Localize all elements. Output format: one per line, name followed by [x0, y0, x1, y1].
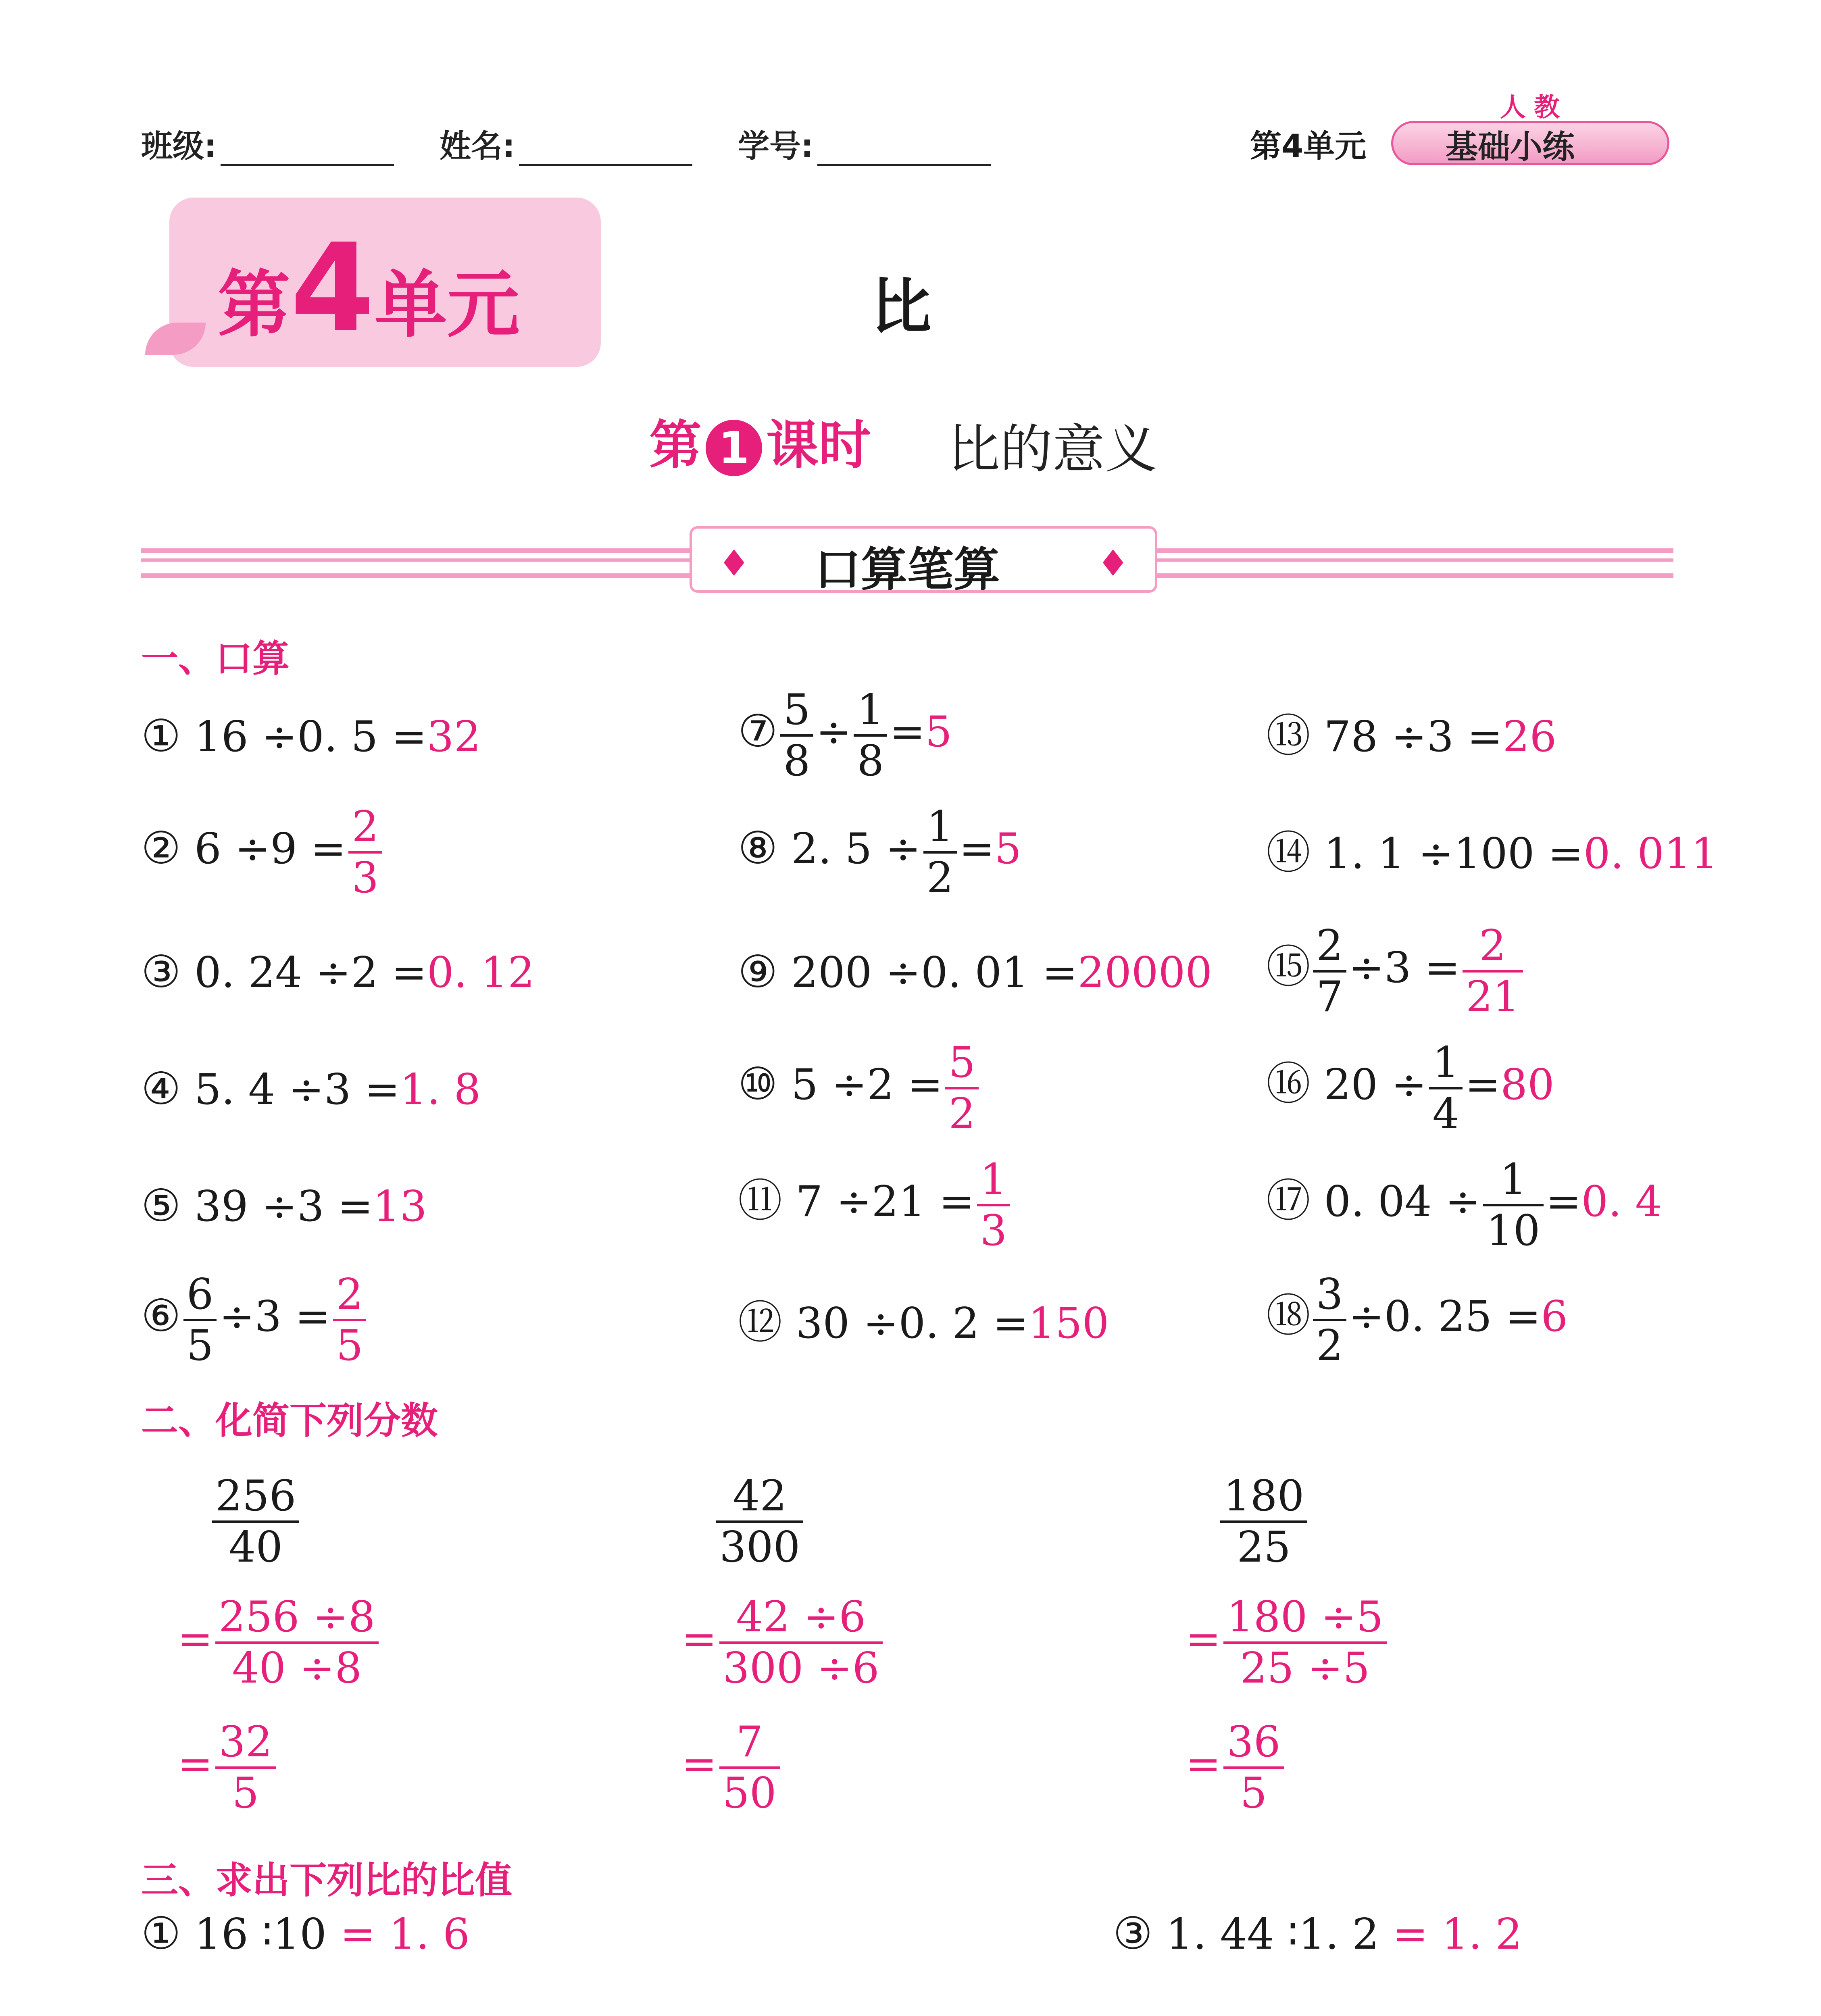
oral-item-8: ⑧ 2. 5 ÷ $\frac{1}{2}$ =5	[738, 802, 1022, 902]
name-field: 姓名:	[440, 121, 692, 166]
oral-item-4: ④ 5. 4 ÷3 =1. 8	[141, 1063, 481, 1114]
lesson-number-badge: 1	[706, 420, 762, 476]
oral-item-6: ⑥ $\frac{6}{5}$ ÷3 = $\frac{2}{5}$	[141, 1270, 369, 1370]
simplify-3-result: = $\frac{36}{5}$	[1186, 1718, 1286, 1818]
oral-item-9: ⑨ 200 ÷0. 01 =20000	[738, 946, 1213, 998]
id-input-line[interactable]	[817, 136, 991, 166]
simplify-1-step: = $\frac{256 \div 8}{40 \div 8}$	[177, 1593, 381, 1693]
unit-title: 比	[871, 272, 932, 342]
lesson-name: 比的意义	[948, 419, 1158, 480]
name-input-line[interactable]	[519, 136, 692, 166]
ratio-item-1: ① 16 ∶10 = 1. 6	[141, 1908, 470, 1959]
publisher-label: 人教	[1500, 93, 1568, 123]
student-id-field: 学号:	[738, 121, 991, 166]
book-name: 基础小练	[1446, 128, 1575, 166]
simplify-3-step: = $\frac{180 \div 5}{25 \div 5}$	[1186, 1593, 1389, 1693]
simplify-2-step: = $\frac{42 \div 6}{300 \div 6}$	[681, 1593, 885, 1693]
oral-item-16: ⑯ 20 ÷ $\frac{1}{4}$ =80	[1266, 1038, 1554, 1138]
simplify-1-original: $\frac{256}{40}$	[210, 1472, 302, 1572]
simplify-2-result: = $\frac{7}{50}$	[681, 1718, 782, 1818]
oral-item-18: ⑱ $\frac{3}{2}$ ÷0. 25 =6	[1266, 1270, 1568, 1370]
simplify-3-original: $\frac{180}{25}$	[1218, 1472, 1310, 1572]
oral-item-11: ⑪ 7 ÷21 = $\frac{1}{3}$	[738, 1155, 1013, 1255]
oral-item-15: ⑮ $\frac{2}{7}$ ÷3 = $\frac{2}{21}$	[1266, 921, 1525, 1021]
oral-item-10: ⑩ 5 ÷2 = $\frac{5}{2}$	[738, 1038, 981, 1138]
part-heading-ratios: 三、求出下列比的比值	[141, 1859, 513, 1902]
simplify-2-original: $\frac{42}{300}$	[714, 1472, 806, 1572]
ratio-item-3: ③ 1. 44 ∶1. 2 = 1. 2	[1113, 1908, 1523, 1959]
diamond-icon: ♦	[718, 542, 750, 585]
section-label: 口算笔算	[815, 543, 1000, 597]
oral-item-5: ⑤ 39 ÷3 =13	[141, 1180, 427, 1231]
oral-item-12: ⑫ 30 ÷0. 2 =150	[738, 1297, 1109, 1348]
oral-item-13: ⑬ 78 ÷3 =26	[1266, 710, 1557, 762]
class-input-line[interactable]	[221, 136, 394, 166]
unit-banner-text: 第4单元	[218, 218, 520, 358]
class-field: 班级:	[141, 121, 394, 166]
diamond-icon: ♦	[1097, 542, 1129, 585]
unit-tag: 第4单元	[1250, 128, 1367, 165]
part-heading-oral: 一、口算	[141, 637, 290, 680]
oral-item-7: ⑦ $\frac{5}{8}$ ÷ $\frac{1}{8}$ =5	[738, 685, 952, 785]
oral-item-3: ③ 0. 24 ÷2 =0. 12	[141, 946, 535, 998]
oral-item-17: ⑰ 0. 04 ÷ $\frac{1}{10}$ =0. 4	[1266, 1155, 1662, 1255]
part-heading-simplify: 二、化简下列分数	[141, 1399, 438, 1442]
lesson-heading: 第 1 课时	[649, 414, 871, 476]
oral-item-2: ② 6 ÷9 = $\frac{2}{3}$	[141, 802, 384, 902]
oral-item-1: ① 16 ÷0. 5 =32	[141, 710, 481, 762]
simplify-1-result: = $\frac{32}{5}$	[177, 1718, 278, 1818]
oral-item-14: ⑭ 1. 1 ÷100 =0. 011	[1266, 827, 1718, 879]
